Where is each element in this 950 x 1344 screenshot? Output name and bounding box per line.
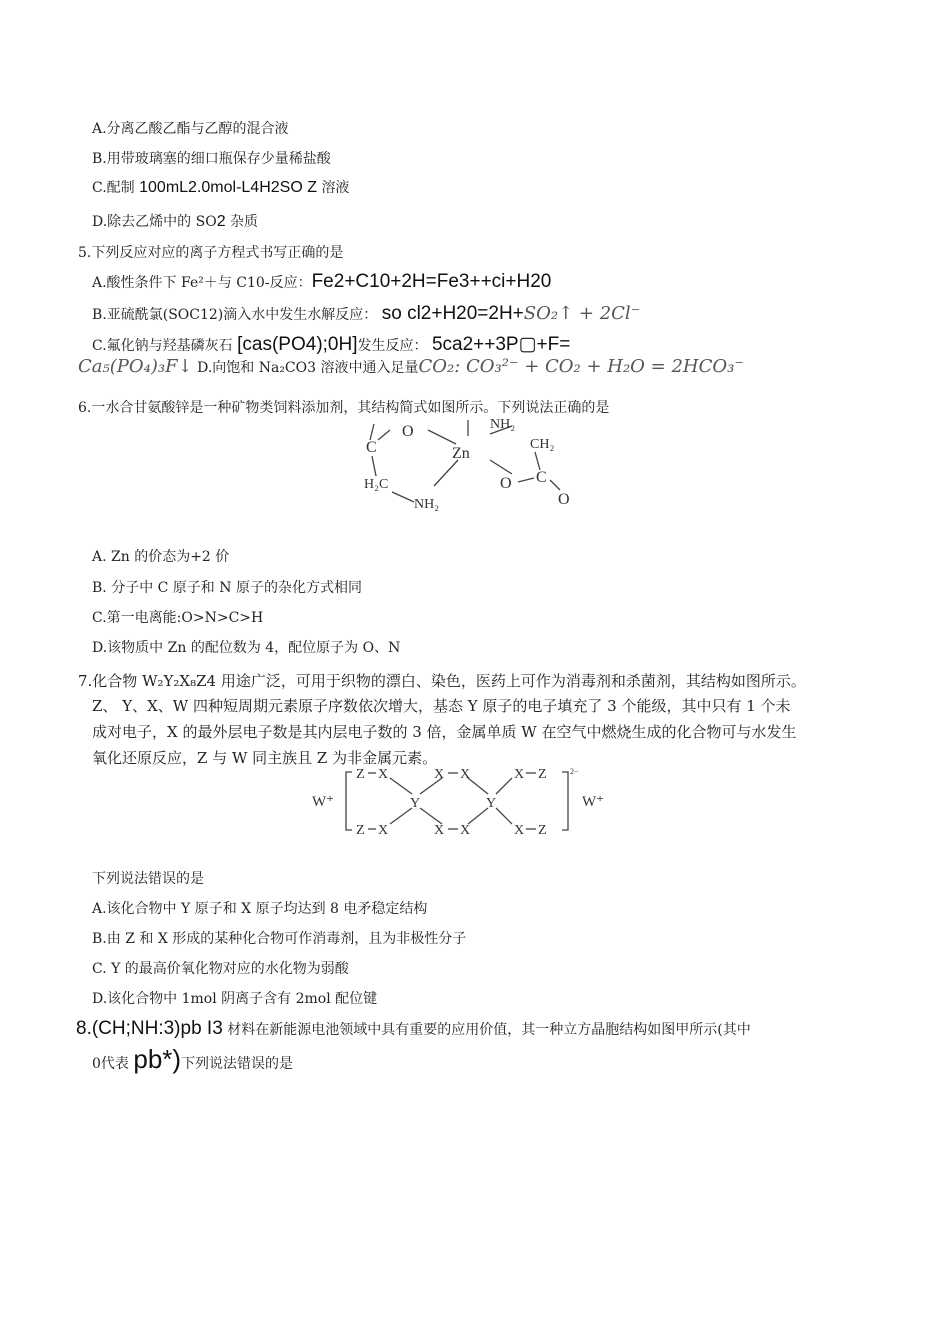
q5-stem: 5.下列反应对应的离子方程式书写正确的是 [78,245,344,261]
q5-option-c [92,336,570,355]
q7-sub-stem: 下列说法错误的是 [92,871,204,887]
atom-x: X [514,768,525,782]
atom-y: Y [410,796,421,811]
label: 材料在新能源电池领域中具有重要的应用价值，其一种立方晶胞结构如图甲所示(其中 [222,1022,751,1038]
label: 0代表 [92,1056,134,1072]
q7-option-a: A.该化合物中 Y 原子和 X 原子均达到 8 电矛稳定结构 [92,901,428,917]
q5-line [78,358,744,377]
atom-x: X [378,768,389,782]
q7-line: 氧化还原反应，Z 与 W 同主族且 Z 为非金属元素。 [92,749,438,767]
q5-option-a [92,273,551,292]
equation-image: Ca₅(PO₄)₃F↓ [78,356,193,377]
label: 杂质 [225,214,259,230]
atom-x: X [460,768,471,782]
q6-option-b: B. 分子中 C 原子和 N 原子的杂化方式相同 [92,580,362,596]
q7-option-b: B.由 Z 和 X 形成的某种化合物可作消毒剂，且为非极性分子 [92,931,467,947]
q6-stem: 6.一水合甘氨酸锌是一种矿物类饲料添加剂，其结构简式如图所示。下列说法正确的是 [78,400,610,416]
q6-option-d: D.该物质中 Zn 的配位数为 4，配位原子为 O、N [92,640,401,656]
label: D.除去乙烯中的 SO [92,214,217,230]
atom-z: Z [356,823,365,838]
q5-option-d: D.向饱和 Na₂CO3 溶液中通入足量 [197,360,419,376]
atom-o: O [558,491,570,508]
label: 溶液 [321,180,350,196]
q4-option-d [92,213,258,231]
q4-option-c [92,179,349,197]
q4-option-b: B.用带玻璃塞的细口瓶保存少量稀盐酸 [92,151,331,167]
q8-stem-line2 [92,1044,294,1074]
atom-c: C [536,469,547,486]
q4-option-a: A.分离乙酸乙酯与乙醇的混合液 [92,121,289,137]
charge-label: 2− [570,768,579,776]
q7-stem: 7.化合物 W₂Y₂X₈Z4 用途广泛，可用于织物的漂白、染色，医药上可作为消毒剂和杀菌剂，其结构如图所示。 [78,672,806,690]
atom-x: X [378,823,389,838]
atom-x: X [434,823,445,838]
formula: [cas(PO4);0H] [237,334,358,355]
zinc-glycinate-structure [340,412,590,512]
atom-c: C [366,439,377,456]
equation-image: SO₂↑ + 2Cl⁻ [523,303,641,324]
atom-nh2: NH₂ [490,417,516,432]
atom-ch2: CH₂ [530,437,555,452]
formula: 8.(CH;NH:3)pb I3 [76,1018,223,1039]
atom-o: O [500,475,512,492]
label: 下列说法错误的是 [181,1056,294,1072]
q5-option-b [92,305,640,324]
atom-o: O [402,423,414,440]
q7-option-c: C. Y 的最高价氧化物对应的水化物为弱酸 [92,961,349,977]
equation: Fe2+C10+2H=Fe3++ci+H20 [311,271,552,292]
atom-y: Y [486,796,497,811]
cation-w: W⁺ [582,794,605,810]
label: C.氟化钠与羟基磷灰石 [92,338,238,354]
label: B.亚硫酰氯(SOC12)滴入水中发生水解反应： [92,307,378,323]
atom-x: X [460,823,471,838]
atom-x: X [514,823,525,838]
label: A.酸性条件下 Fe²＋与 C10-反应： [92,275,312,291]
equation-image: CO₂: CO₃²⁻ + CO₂ + H₂O = 2HCO₃⁻ [418,356,744,377]
label: C.配制 [92,180,140,196]
atom-z: Z [356,768,365,782]
anion-structure [300,768,630,840]
q6-option-c: C.第一电离能:O>N>C>H [92,610,264,626]
formula: pb*) [133,1044,182,1074]
equation: so cl2+H20=2H+ [381,303,524,324]
q7-option-d: D.该化合物中 1mol 阴离子含有 2mol 配位键 [92,991,378,1007]
atom-x: X [434,768,445,782]
cation-w: W⁺ [312,794,335,810]
atom-zn: Zn [452,445,470,462]
formula: 2 [216,213,226,230]
formula: 100mL2.0mol-L4H2SO Z [139,179,317,196]
atom-nh2: NH₂ [414,497,440,512]
q8-stem [76,1020,751,1039]
atom-h2c: H₂C [364,477,389,492]
label: 发生反应： [357,338,428,354]
q7-line: Z、 Y、X、W 四种短周期元素原子序数依次增大，基态 Y 原子的电子填充了 3 个能级，其中只有 1 个未 [92,697,791,715]
q7-line: 成对电子，X 的最外层电子数是其内层电子数的 3 倍，金属单质 W 在空气中燃烧生成的化合物可与水发生 [92,723,797,741]
atom-z: Z [538,768,547,782]
equation: 5ca2++3P▢+F= [431,334,571,355]
q6-option-a: A. Zn 的价态为+2 价 [92,549,230,565]
atom-z: Z [538,823,547,838]
